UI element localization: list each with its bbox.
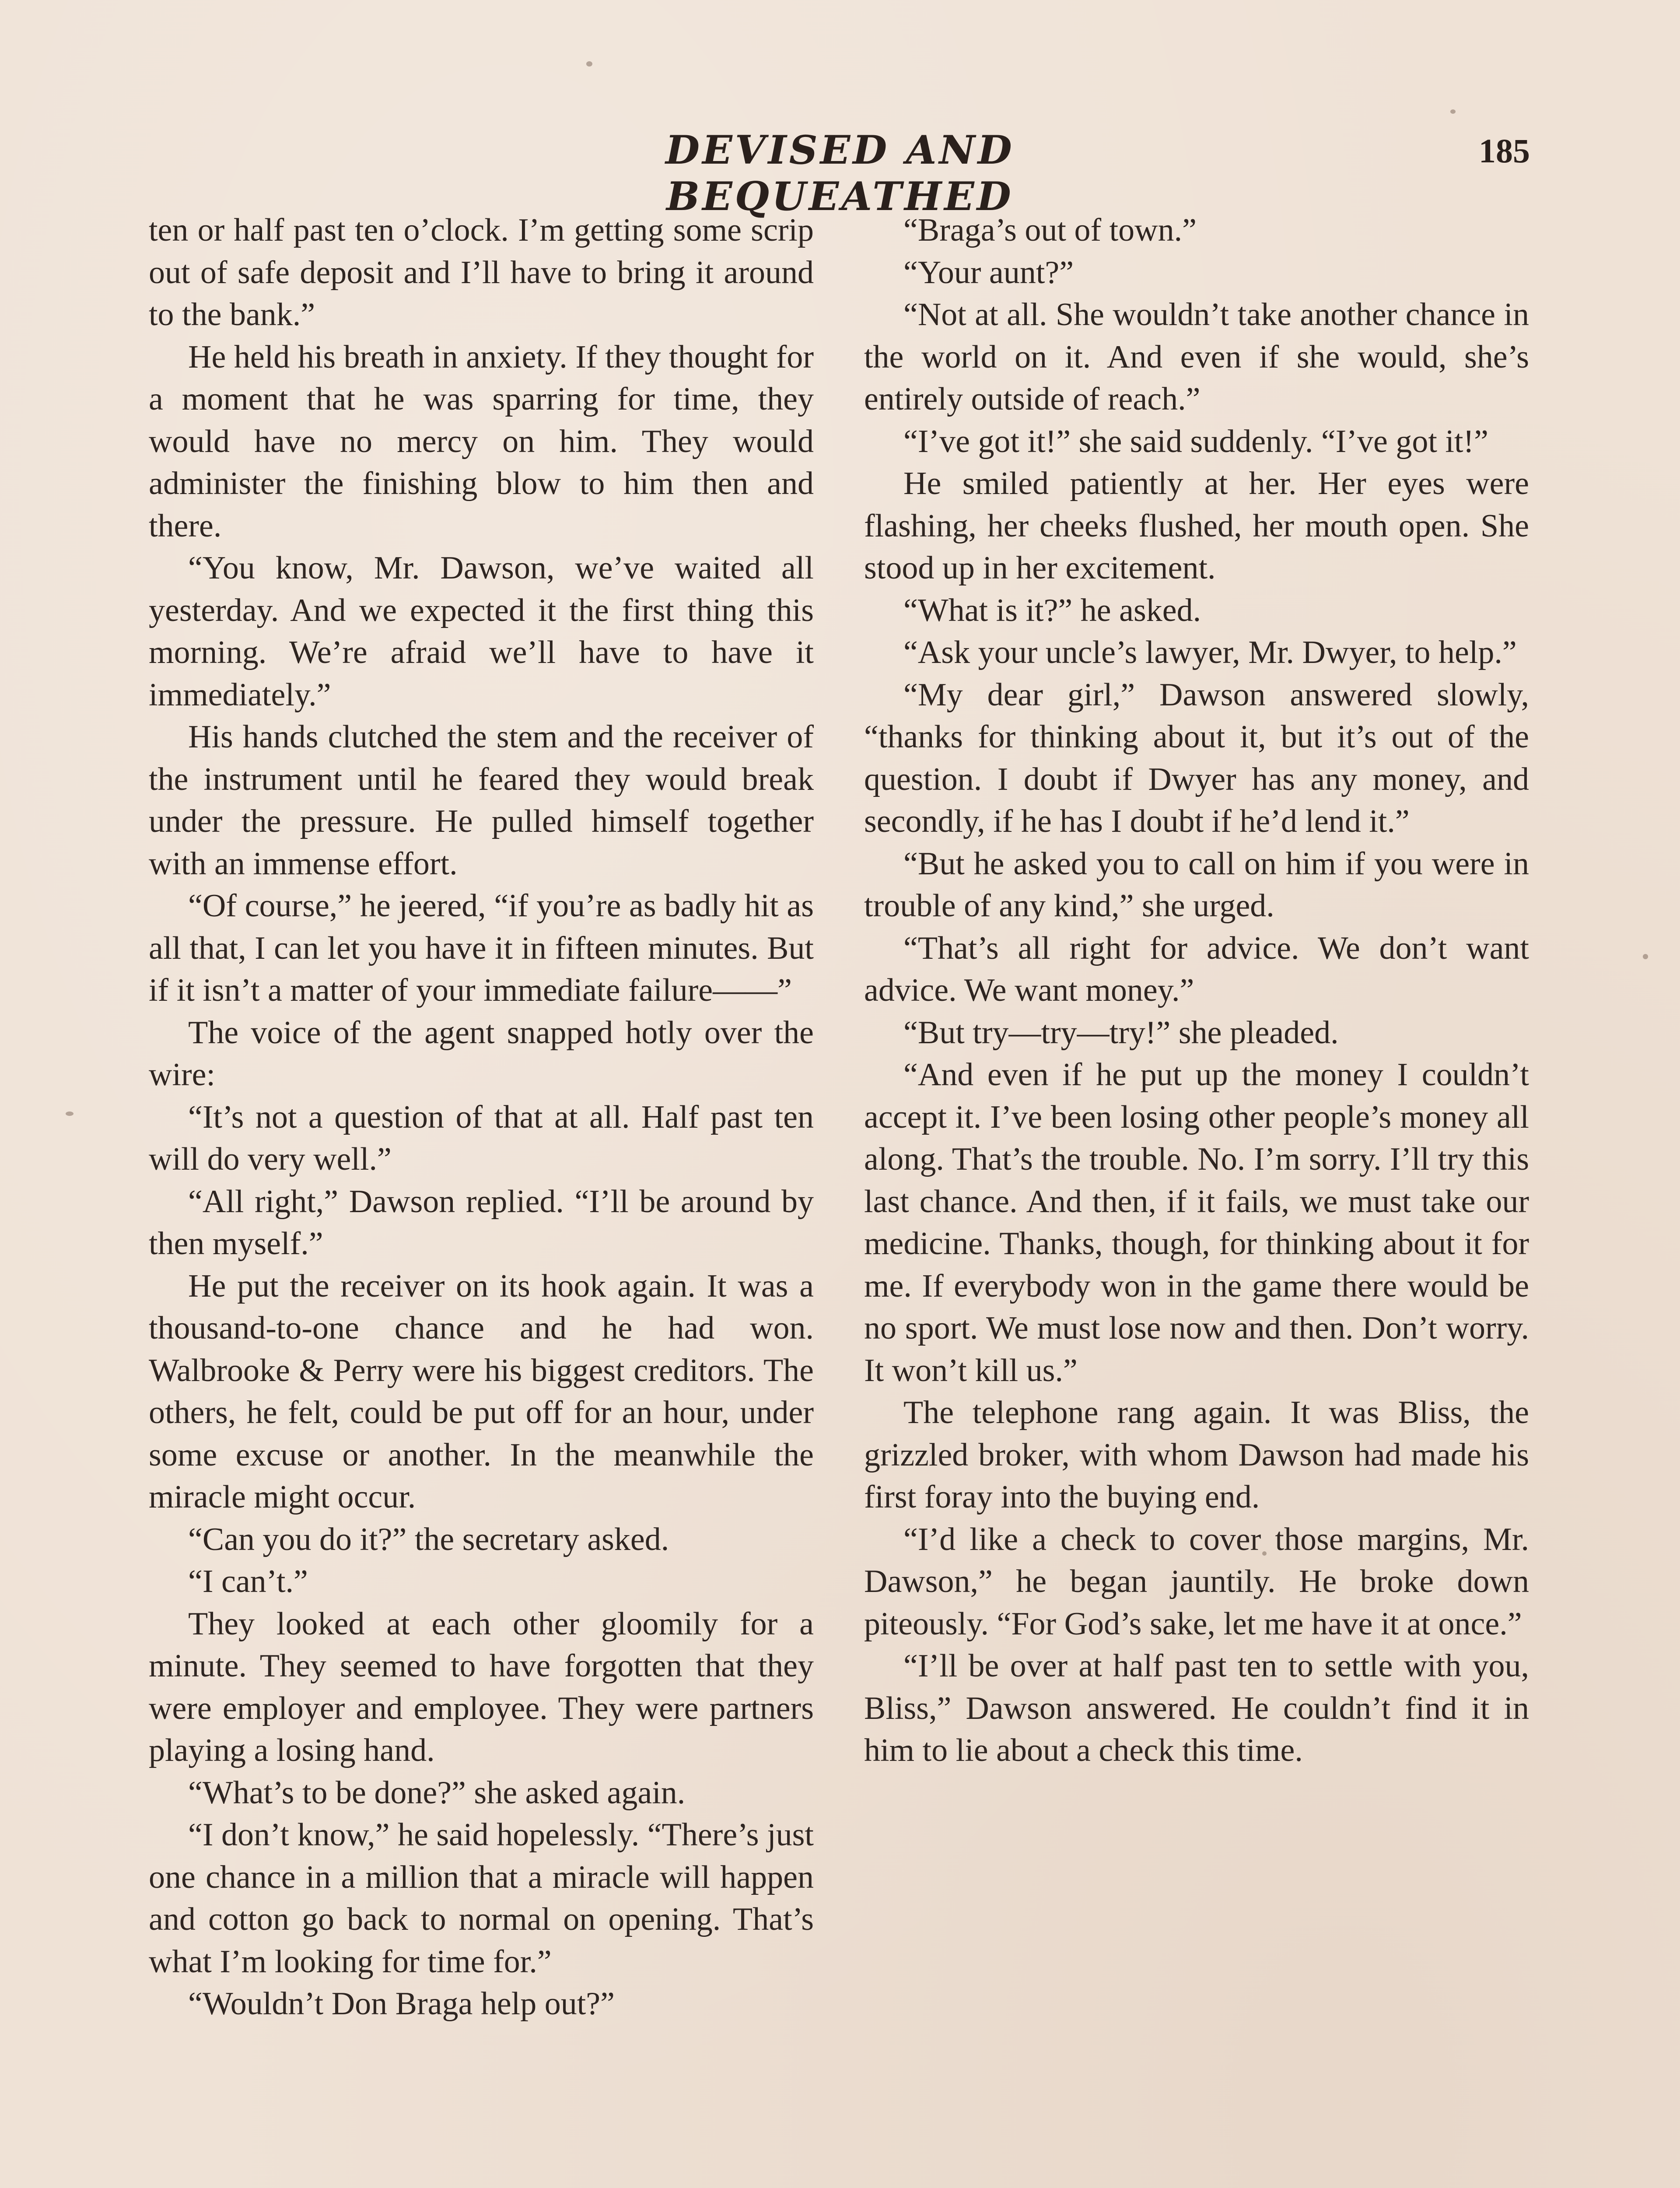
paragraph: “I don’t know,” he said hopelessly. “There’s just one chance in a million that a miracle will happen and cotton go back to normal on opening. That’s what I’m looking for time for.” <box>149 1817 814 1980</box>
paragraph: His hands clutched the stem and the receiver of the instrument until he feared they would break under the pressure. He pulled himself together with an immense effort. <box>149 719 814 882</box>
paragraph: “I’d like a check to cover those margins, Mr. Dawson,” he began jauntily. He broke down piteously. “For God’s sake, let me have it at once.” <box>864 1521 1529 1642</box>
paragraph: He smiled patiently at her. Her eyes were flashing, her cheeks flushed, her mouth open. She stood up in her excitement. <box>864 466 1529 586</box>
paragraph: “What is it?” he asked. <box>903 592 1201 628</box>
right-text-column <box>864 209 1529 1772</box>
paragraph: “That’s all right for advice. We don’t want advice. We want money.” <box>864 930 1529 1008</box>
paragraph: “All right,” Dawson replied. “I’ll be around by then myself.” <box>149 1183 814 1262</box>
paragraph: “You know, Mr. Dawson, we’ve waited all yesterday. And we expected it the first thing this morning. We’re afraid we’ll have to have it immediately.” <box>149 550 814 713</box>
paper-speck <box>1262 1551 1267 1556</box>
paragraph: “And even if he put up the money I couldn’t accept it. I’ve been losing other people’s money all along. That’s the trouble. No. I’m sorry. I’ll try this last chance. And then, if it fails, we must take our medicine. Thanks, though, for thinking about it for me. If everybody won in the game there would be no sport. We must lose now and then. Don’t worry. It won’t kill us.” <box>864 1057 1529 1389</box>
paragraph: “My dear girl,” Dawson answered slowly, “thanks for thinking about it, but it’s out of the question. I doubt if Dwyer has any money, and secondly, if he has I doubt if he’d lend it.” <box>864 677 1529 839</box>
page-number: 185 <box>1479 132 1530 170</box>
paragraph: The telephone rang again. It was Bliss, the grizzled broker, with whom Dawson had made his first foray into the buying end. <box>864 1395 1529 1515</box>
running-header-title: DEVISED AND BEQUEATHED <box>665 127 1015 220</box>
paragraph: They looked at each other gloomily for a minute. They seemed to have forgotten that they were employer and employee. They were partners playing a losing hand. <box>149 1606 814 1768</box>
paragraph: ten or half past ten o’clock. I’m getting some scrip out of safe deposit and I’ll have to bring it around to the bank.” <box>149 212 814 333</box>
paper-speck <box>586 61 592 67</box>
left-text-column <box>149 209 814 2025</box>
paper-speck <box>1450 109 1456 114</box>
paragraph: “Of course,” he jeered, “if you’re as badly hit as all that, I can let you have it in fifteen minutes. But if it isn’t a matter of your immediate failure——” <box>149 888 814 1008</box>
paragraph: He held his breath in anxiety. If they thought for a moment that he was sparring for time, they would have no mercy on him. They would administer the finishing blow to him then and there. <box>149 339 814 544</box>
paragraph: “What’s to be done?” she asked again. <box>188 1774 686 1811</box>
paragraph: “I’ve got it!” she said suddenly. “I’ve got it!” <box>903 423 1489 459</box>
paper-speck <box>1643 954 1648 959</box>
paragraph: “I’ll be over at half past ten to settle with you, Bliss,” Dawson answered. He couldn’t find it in him to lie about a check this time. <box>864 1648 1529 1768</box>
paragraph: “Can you do it?” the secretary asked. <box>188 1521 669 1557</box>
paragraph: “It’s not a question of that at all. Half past ten will do very well.” <box>149 1099 814 1177</box>
paragraph: “But try—try—try!” she pleaded. <box>903 1014 1339 1051</box>
paragraph: “I can’t.” <box>188 1564 308 1599</box>
paper-speck <box>66 1112 74 1116</box>
paragraph: “Not at all. She wouldn’t take another chance in the world on it. And even if she would, she’s entirely outside of reach.” <box>864 297 1529 417</box>
paragraph: The voice of the agent snapped hotly over the wire: <box>149 1014 814 1093</box>
paragraph: “Ask your uncle’s lawyer, Mr. Dwyer, to help.” <box>903 635 1517 670</box>
paragraph: “But he asked you to call on him if you were in trouble of any kind,” she urged. <box>864 845 1529 924</box>
paragraph: He put the receiver on its hook again. It was a thousand-to-one chance and he had won. Walbrooke & Perry were his biggest creditors. The others, he felt, could be put off for an hour, under some excuse or another. In the meanwhile the miracle might occur. <box>149 1268 814 1515</box>
paragraph: “Braga’s out of town.” <box>903 212 1197 248</box>
paragraph: “Wouldn’t Don Braga help out?” <box>188 1986 615 2022</box>
paragraph: “Your aunt?” <box>903 254 1074 291</box>
